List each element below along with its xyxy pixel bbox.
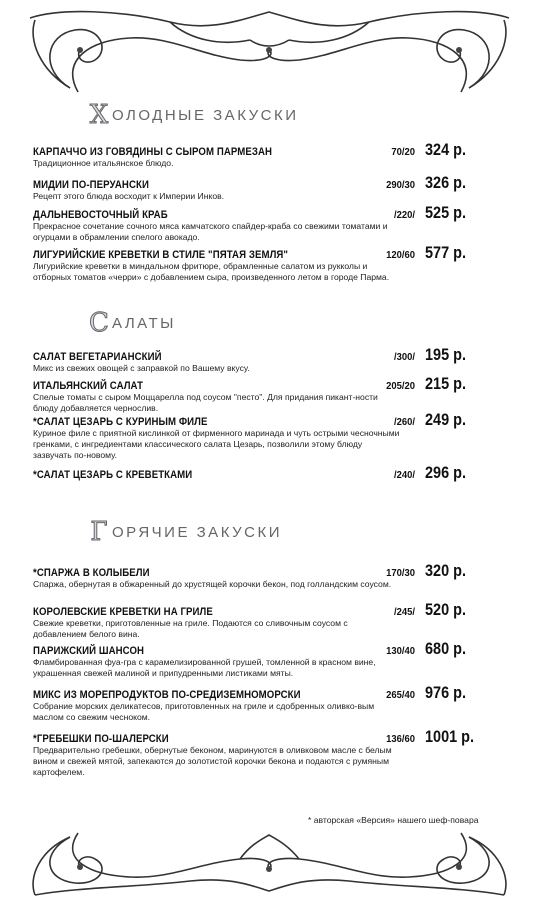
item-name: ЛИГУРИЙСКИЕ КРЕВЕТКИ В СТИЛЕ "ПЯТАЯ ЗЕМЛЯ" <box>33 249 289 261</box>
section-initial: С <box>89 308 109 338</box>
menu-item <box>33 561 483 590</box>
section-initial: Г <box>90 517 108 547</box>
section-initial: Х <box>89 100 109 130</box>
item-weight: 70/20 <box>391 146 415 158</box>
menu-item <box>33 243 483 283</box>
top-ornament <box>0 0 539 100</box>
item-price: 215 р. <box>425 374 466 393</box>
item-price: 680 р. <box>425 639 466 658</box>
item-weight: 130/40 <box>386 645 415 657</box>
item-weight: 290/30 <box>386 179 415 191</box>
section-title: ОЛОДНЫЕ ЗАКУСКИ <box>112 106 299 124</box>
item-description: Предварительно гребешки, обернутые беконом, маринуются в оливковом масле с белым вином и свежей мятой, запекаются до золотистой корочки бекона и подаются с румяным картофелем. <box>33 745 392 777</box>
item-price: 525 р. <box>425 203 466 222</box>
menu-item <box>33 463 483 483</box>
item-name: ДАЛЬНЕВОСТОЧНЫЙ КРАБ <box>33 209 168 221</box>
item-price: 520 р. <box>425 600 466 619</box>
menu-item <box>33 203 483 243</box>
item-price: 326 р. <box>425 173 466 192</box>
item-name: КАРПАЧЧО ИЗ ГОВЯДИНЫ С СЫРОМ ПАРМЕЗАН <box>33 146 273 158</box>
item-name: МИКС ИЗ МОРЕПРОДУКТОВ ПО-СРЕДИЗЕМНОМОРСКИ <box>33 689 301 701</box>
item-name: ИТАЛЬЯНСКИЙ САЛАТ <box>33 380 144 392</box>
item-description: Микс из свежих овощей с заправкой по Вашему вкусу. <box>33 363 250 373</box>
menu-item <box>33 639 483 679</box>
item-weight: 205/20 <box>386 380 415 392</box>
section-heading-cold-appetizers <box>88 98 298 132</box>
item-description: Собрание морских деликатесов, приготовленных на гриле и сдобренных оливко-вым маслом со свежим чесноком. <box>33 701 375 722</box>
item-description: Фламбированная фуа-гра с карамелизированной грушей, томленной в красном вине, украшенная свежей малиной и припудренными листиками мяты. <box>33 657 376 678</box>
item-weight: 170/30 <box>386 567 415 579</box>
item-price: 320 р. <box>425 561 466 580</box>
item-description: Спаржа, обернутая в обжаренный до хрустящей корочки бекон, под голландским соусом. <box>33 579 392 589</box>
item-weight: /245/ <box>393 606 415 618</box>
item-name: МИДИИ ПО-ПЕРУАНСКИ <box>33 179 149 191</box>
item-price: 324 р. <box>425 140 466 159</box>
item-description: Рецепт этого блюда восходит к Империи Инков. <box>33 191 225 201</box>
item-price: 1001 р. <box>425 727 475 746</box>
item-name: *САЛАТ ЦЕЗАРЬ С КУРИНЫМ ФИЛЕ <box>33 416 208 428</box>
item-name: *САЛАТ ЦЕЗАРЬ С КРЕВЕТКАМИ <box>33 469 193 481</box>
section-title: ОРЯЧИЕ ЗАКУСКИ <box>112 523 282 541</box>
item-weight: /220/ <box>393 209 415 221</box>
menu-item <box>33 683 483 723</box>
item-description: Традиционное итальянское блюдо. <box>33 158 174 168</box>
item-description: Спелые томаты с сыром Моццарелла под соусом "песто". Для придания пикант-ности блюду добавляется чернослив. <box>33 392 378 413</box>
item-weight: /300/ <box>393 351 415 363</box>
menu-item <box>33 345 483 374</box>
section-title: АЛАТЫ <box>112 314 176 332</box>
item-price: 296 р. <box>425 463 466 482</box>
item-weight: /260/ <box>393 416 415 428</box>
item-description: Свежие креветки, приготовленные на гриле. Подаются со сливочным соусом с добавлением белого вина. <box>33 618 348 639</box>
item-description: Лигурийские креветки в миндальном фритюре, обрамленные салатом из рукколы и отборных томатов «черри» с добавлением сыра, произведенного летом в городе Парма. <box>33 261 390 282</box>
item-price: 577 р. <box>425 243 466 262</box>
menu-item <box>33 140 483 169</box>
footnote: * авторская «Версия» нашего шеф-повара <box>308 815 479 825</box>
item-name: *СПАРЖА В КОЛЫБЕЛИ <box>33 567 150 579</box>
menu-item <box>33 410 483 461</box>
item-weight: 136/60 <box>386 733 415 745</box>
item-name: *ГРЕБЕШКИ ПО-ШАЛЕРСКИ <box>33 733 169 745</box>
menu-item <box>33 374 483 414</box>
menu-item <box>33 727 483 778</box>
item-description: Прекрасное сочетание сочного мяса камчатского спайдер-краба со свежими томатами и огурцами в обрамлении спелого авокадо. <box>33 221 388 242</box>
item-weight: 120/60 <box>386 249 415 261</box>
section-heading-salads <box>88 306 176 340</box>
item-weight: /240/ <box>393 469 415 481</box>
item-weight: 265/40 <box>386 689 415 701</box>
item-description: Куриное филе с приятной кислинкой от фирменного маринада и чуть острыми чесночными гренками, с ингредиентами классического салата Цезарь, позволили этому блюду зазвучать по-новому. <box>33 428 400 460</box>
item-price: 249 р. <box>425 410 466 429</box>
item-name: САЛАТ ВЕГЕТАРИАНСКИЙ <box>33 351 162 363</box>
item-name: ПАРИЖСКИЙ ШАНСОН <box>33 645 145 657</box>
item-price: 976 р. <box>425 683 466 702</box>
menu-item <box>33 600 483 640</box>
menu-item <box>33 173 483 202</box>
item-name: КОРОЛЕВСКИЕ КРЕВЕТКИ НА ГРИЛЕ <box>33 606 213 618</box>
section-heading-hot-appetizers <box>88 515 282 549</box>
bottom-ornament <box>0 825 539 900</box>
item-price: 195 р. <box>425 345 466 364</box>
